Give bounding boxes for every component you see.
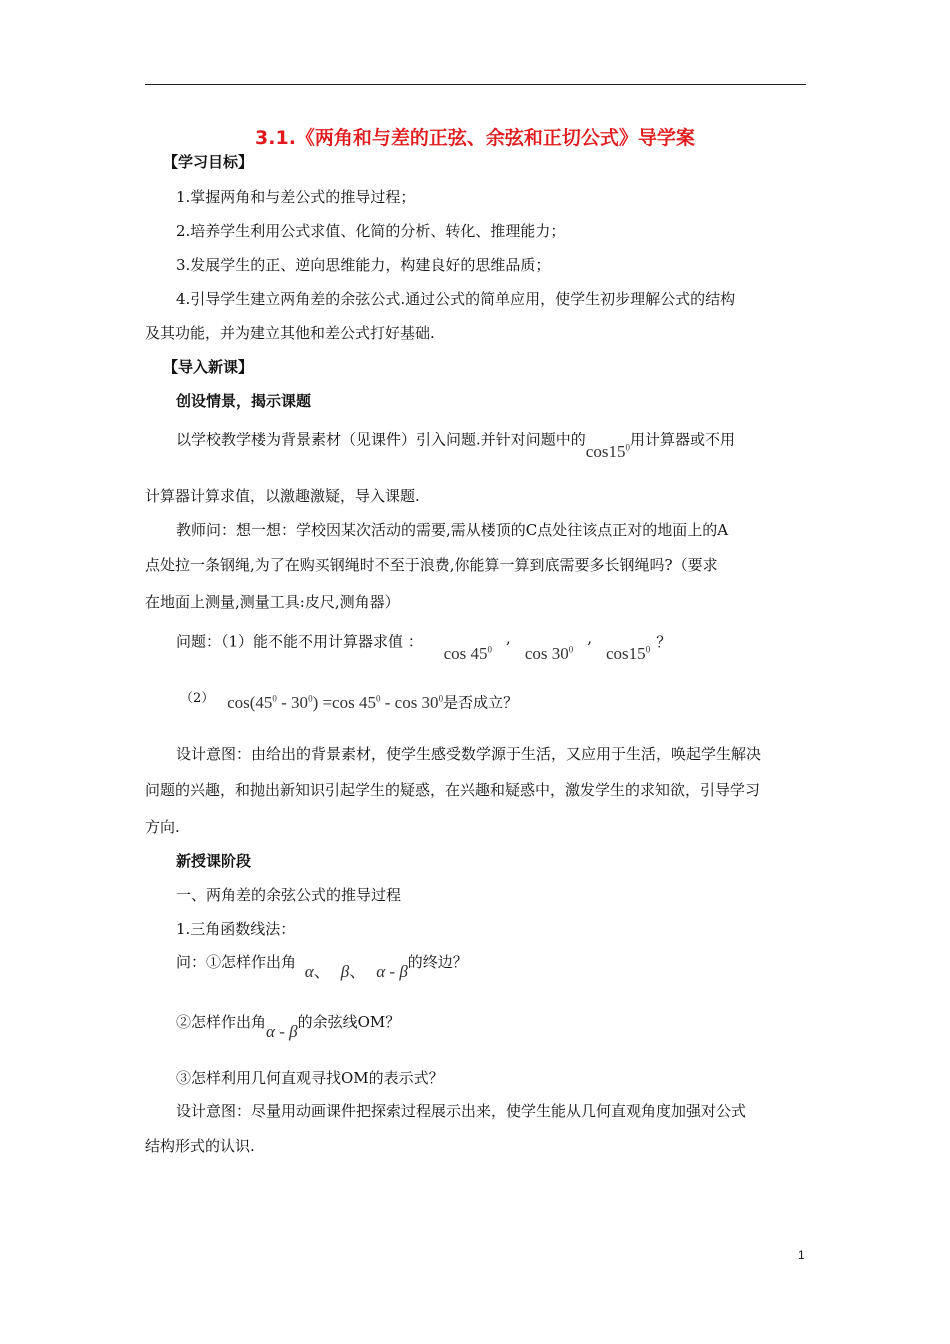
goal-4-line2: 及其功能，并为建立其他和差公式打好基础. bbox=[145, 324, 435, 342]
intro-line2: 计算器计算求值，以激趣激疑，导入课题. bbox=[145, 487, 420, 505]
formula-angles: α、 β、 α - β bbox=[304, 962, 408, 981]
goal-1: 1.掌握两角和与差公式的推导过程； bbox=[176, 188, 416, 206]
goal-4-line1: 4.引导学生建立两角差的余弦公式.通过公式的简单应用，使学生初步理解公式的结构 bbox=[176, 290, 736, 308]
question-2-end: 是否成立？ bbox=[443, 693, 519, 712]
question-2 bbox=[180, 688, 518, 715]
design-intent-1-line2: 问题的兴趣，和抛出新知识引起学生的疑惑，在兴趣和疑惑中，激发学生的求知欲，引导学习 bbox=[145, 781, 761, 799]
question-2-label: （2） bbox=[180, 690, 215, 706]
teacher-q-line2: 点处拉一条钢绳,为了在购买钢绳时不至于浪费,你能算一算到底需要多长钢绳吗?（要求 bbox=[145, 556, 718, 574]
formula-cos45: $\cos 45^0$ bbox=[443, 643, 493, 663]
intro-text-a: 以学校教学楼为背景素材（见课件）引入问题.并针对问题中的 bbox=[176, 430, 586, 449]
goal-2: 2.培养学生利用公式求值、化简的分析、转化、推理能力； bbox=[176, 222, 566, 240]
design-intent-2-line1: 设计意图：尽量用动画课件把探索过程展示出来，使学生能从几何直观角度加强对公式 bbox=[176, 1102, 747, 1120]
formula-cos15: $\cos 15^0$ bbox=[585, 441, 630, 461]
formula-cos15-b: $\cos 15^0$ bbox=[606, 643, 651, 663]
intro-text-a2: 用计算器或不用 bbox=[629, 430, 735, 449]
design-intent-1-line1: 设计意图：由给出的背景素材，使学生感受数学源于生活，又应用于生活，唤起学生解决 bbox=[176, 745, 762, 763]
section-heading-goals: 【学习目标】 bbox=[163, 153, 254, 171]
header-rule bbox=[145, 84, 806, 85]
question-1: 问题：（1）能不能不用计算器求值 ： $\cos 45^0,\cos$ $30^0,\cos 15^0$ ？ bbox=[176, 628, 672, 663]
formula-cos-diff: $\cos(45^0 - 30^0) =\cos$ $45^0$ - $\cos 30^0$ bbox=[227, 692, 444, 712]
question-1-label: 问题：（1）能不能不用计算器求值 ： bbox=[176, 632, 423, 651]
teacher-q-line1: 教师问：想一想：学校因某次活动的需要,需从楼顶的C点处往该点正对的地面上的A bbox=[176, 521, 729, 539]
ask-1: 问：①怎样作出角 α、 β、 α - β的终边？ bbox=[176, 953, 468, 981]
method-1: 1.三角函数线法： bbox=[176, 920, 296, 938]
section-heading-intro: 【导入新课】 bbox=[163, 358, 254, 376]
part-1-heading: 一、两角差的余弦公式的推导过程 bbox=[176, 886, 402, 904]
formula-alpha-minus-beta: α - β bbox=[266, 1022, 298, 1041]
section-heading-new-lesson: 新授课阶段 bbox=[176, 852, 252, 870]
ask-2: ②怎样作出角α - β的余弦线OM？ bbox=[176, 1013, 401, 1041]
teacher-q-line3: 在地面上测量,测量工具:皮尺,测角器） bbox=[145, 593, 400, 611]
intro-line1 bbox=[176, 425, 735, 461]
design-intent-2-line2: 结构形式的认识. bbox=[145, 1137, 255, 1155]
formula-cos30: $\cos 30^0$ bbox=[524, 643, 574, 663]
sub-heading-scenario: 创设情景，揭示课题 bbox=[176, 392, 312, 410]
goal-3: 3.发展学生的正、逆向思维能力，构建良好的思维品质； bbox=[176, 256, 551, 274]
page-number: 1 bbox=[798, 1248, 805, 1262]
design-intent-1-line3: 方向. bbox=[145, 818, 180, 836]
page-title: 3.1.《两角和与差的正弦、余弦和正切公式》导学案 bbox=[255, 127, 695, 149]
ask-3: ③怎样利用几何直观寻找OM的表示式？ bbox=[176, 1069, 444, 1087]
